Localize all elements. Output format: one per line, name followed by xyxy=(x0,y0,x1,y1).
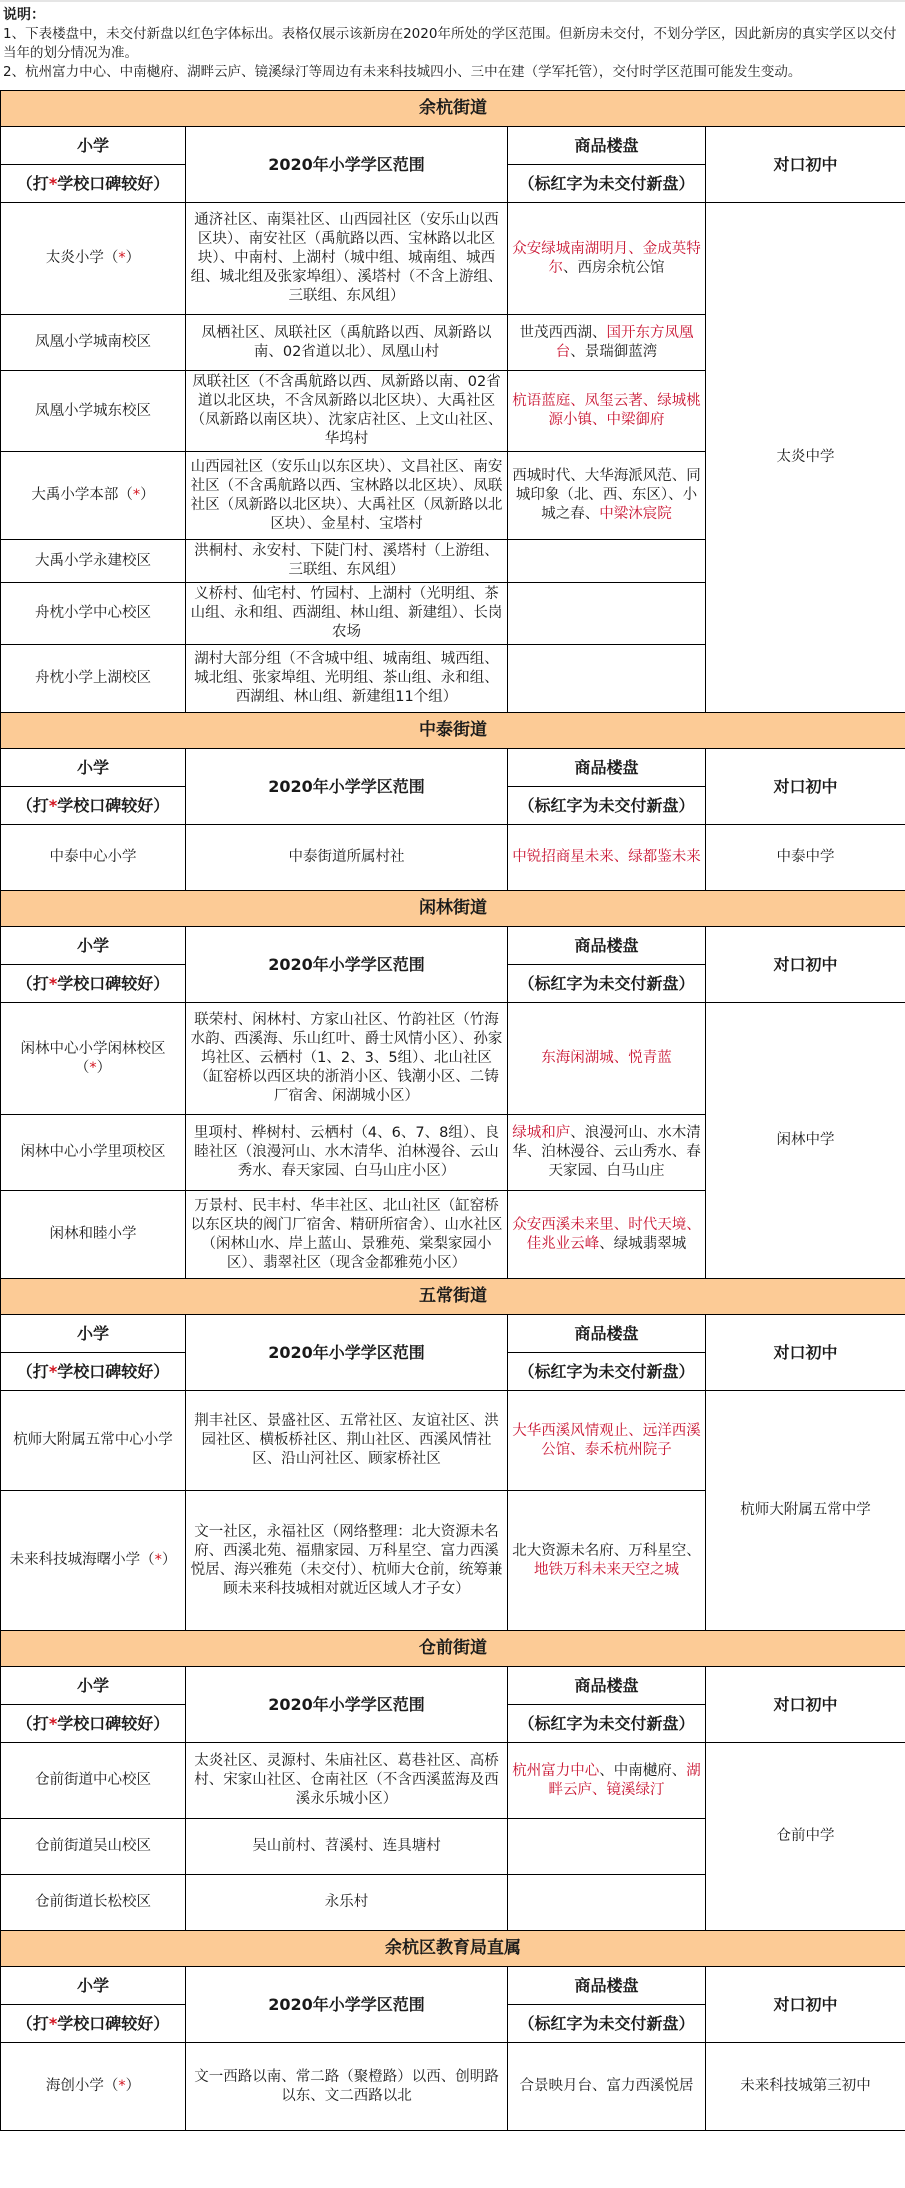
header-estates: 商品楼盘 xyxy=(508,749,706,787)
section-title: 仓前街道 xyxy=(1,1631,905,1667)
header-middle: 对口初中 xyxy=(706,1315,905,1391)
header-estates-note: （标红字为未交付新盘） xyxy=(508,1353,706,1391)
school-name: 仓前街道长松校区 xyxy=(1,1875,186,1931)
estates-list xyxy=(508,371,706,452)
notes-block xyxy=(0,0,905,90)
star-icon: * xyxy=(118,250,126,266)
header-range: 2020年小学学区范围 xyxy=(186,749,508,825)
estates-list xyxy=(508,1115,706,1191)
undelivered-estate: 中锐招商星未来、绿都鉴未来 xyxy=(512,849,701,865)
middle-school: 太炎中学 xyxy=(706,203,905,713)
middle-school: 仓前中学 xyxy=(706,1743,905,1931)
undelivered-estate: 绿城和庐 xyxy=(512,1125,571,1141)
undelivered-estate: 地铁万科未来天空之城 xyxy=(534,1561,679,1578)
estates-list xyxy=(508,1003,706,1115)
delivered-estate: 、绿城翡翠城 xyxy=(599,1235,687,1252)
section-row xyxy=(1,1631,905,1667)
header-row-1 xyxy=(1,749,905,787)
estates-list xyxy=(508,645,706,713)
header-estates-note: （标红字为未交付新盘） xyxy=(508,965,706,1003)
school-name: 凤凰小学城东校区 xyxy=(1,371,186,452)
header-school-note xyxy=(1,165,186,203)
school-name: 舟枕小学中心校区 xyxy=(1,583,186,645)
undelivered-estate: 大华西溪风情观止、远洋西溪公馆、泰禾杭州院子 xyxy=(512,1422,701,1458)
header-row-1 xyxy=(1,927,905,965)
star-icon: * xyxy=(132,487,141,503)
delivered-estate: 北大资源未名府、万科星空、 xyxy=(512,1542,701,1559)
header-estates-note: （标红字为未交付新盘） xyxy=(508,2005,706,2043)
header-middle: 对口初中 xyxy=(706,749,905,825)
middle-school: 闲林中学 xyxy=(706,1003,905,1279)
estates-list xyxy=(508,2043,706,2131)
district-range: 中泰街道所属村社 xyxy=(186,825,508,891)
header-school-note xyxy=(1,2005,186,2043)
reputation-star: （*） xyxy=(118,487,155,503)
school-name: 太炎小学（*） xyxy=(1,203,186,315)
delivered-estate: 、中南樾府、 xyxy=(599,1762,687,1779)
section-title: 余杭街道 xyxy=(1,91,905,127)
star-icon: * xyxy=(48,974,58,993)
table-row xyxy=(1,1003,905,1115)
school-district-table xyxy=(0,90,905,2131)
delivered-estate: 、景瑞御蓝湾 xyxy=(570,343,658,360)
school-name: 大禹小学永建校区 xyxy=(1,540,186,583)
district-range: 凤联社区（不含禹航路以西、凤新路以南、02省道以北区块，不含凤新路以北区块）、大禹社区（凤新路以南区块）、沈家店社区、上文山社区、华坞村 xyxy=(186,371,508,452)
note-suffix: 学校口碑较好） xyxy=(57,2014,170,2033)
header-range: 2020年小学学区范围 xyxy=(186,1967,508,2043)
header-school-note xyxy=(1,1353,186,1391)
estates-list xyxy=(508,1743,706,1819)
header-row-1 xyxy=(1,1967,905,2005)
school-name: 凤凰小学城南校区 xyxy=(1,315,186,371)
header-estates: 商品楼盘 xyxy=(508,1967,706,2005)
header-middle: 对口初中 xyxy=(706,127,905,203)
note-prefix: （打 xyxy=(16,796,49,815)
note-suffix: 学校口碑较好） xyxy=(57,974,170,993)
school-name: 舟枕小学上湖校区 xyxy=(1,645,186,713)
estates-list xyxy=(508,540,706,583)
header-estates-note: （标红字为未交付新盘） xyxy=(508,165,706,203)
note-suffix: 学校口碑较好） xyxy=(57,1714,170,1733)
undelivered-estate: 众安绿城南湖明月、金成英特尔 xyxy=(512,240,701,276)
middle-school: 杭师大附属五常中学 xyxy=(706,1391,905,1631)
table-row xyxy=(1,825,905,891)
district-range: 永乐村 xyxy=(186,1875,508,1931)
note-prefix: （打 xyxy=(16,974,49,993)
notes-title: 说明： xyxy=(3,7,45,23)
estates-list xyxy=(508,452,706,540)
header-estates-note: （标红字为未交付新盘） xyxy=(508,1705,706,1743)
district-range: 文一社区，永福社区（网络整理：北大资源未名府、西溪北苑、福鼎家园、万科星空、富力西溪悦居、海兴雅苑（未交付）、杭师大仓前，统筹兼顾未来科技城相对就近区域人才子女） xyxy=(186,1491,508,1631)
delivered-estate: 、西房余杭公馆 xyxy=(563,259,665,276)
note-suffix: 学校口碑较好） xyxy=(57,174,170,193)
district-range: 吴山前村、苕溪村、连具塘村 xyxy=(186,1819,508,1875)
note-suffix: 学校口碑较好） xyxy=(57,1362,170,1381)
table-row xyxy=(1,1743,905,1819)
school-name: 未来科技城海曙小学（*） xyxy=(1,1491,186,1631)
note-2: 2、杭州富力中心、中南樾府、湖畔云庐、镜溪绿汀等周边有未来科技城四小、三中在建（学军托管），交付时学区范围可能发生变动。 xyxy=(3,64,802,80)
estates-list xyxy=(508,1191,706,1279)
estates-list xyxy=(508,825,706,891)
note-1: 1、下表楼盘中，未交付新盘以红色字体标出。表格仅展示该新房在2020年所处的学区范围。但新房未交付，不划分学区，因此新房的真实学区以交付当年的划分情况为准。 xyxy=(3,26,897,61)
district-range: 联荣村、闲林村、方家山社区、竹韵社区（竹海水韵、西溪海、乐山红叶、爵士风情小区）、孙家坞社区、云栖村（1、2、3、5组）、北山社区（缸窑桥以西区块的浙消小区、钱潮小区、二铸厂宿舍、闲湖城小区） xyxy=(186,1003,508,1115)
estates-list xyxy=(508,1819,706,1875)
district-range: 山西园社区（安乐山以东区块）、文昌社区、南安社区（不含禹航路以西、宝林路以北区块）、凤联社区（凤新路以北区块）、大禹社区（凤新路以北区块）、金星村、宝塔村 xyxy=(186,452,508,540)
estates-list xyxy=(508,203,706,315)
header-middle: 对口初中 xyxy=(706,927,905,1003)
star-icon: * xyxy=(48,1362,58,1381)
district-range: 里项村、桦树村、云栖村（4、6、7、8组）、良睦社区（浪漫河山、水木清华、泊林漫谷、云山秀水、春天家园、白马山庄小区） xyxy=(186,1115,508,1191)
undelivered-estate: 国开东方凤凰台 xyxy=(555,324,694,360)
section-row xyxy=(1,1279,905,1315)
header-school: 小学 xyxy=(1,1967,186,2005)
header-range: 2020年小学学区范围 xyxy=(186,1315,508,1391)
estates-list xyxy=(508,583,706,645)
header-estates: 商品楼盘 xyxy=(508,927,706,965)
undelivered-estate: 众安西溪未来里、时代天境、佳兆业云峰 xyxy=(512,1216,701,1252)
estates-list xyxy=(508,1875,706,1931)
school-name: 海创小学（*） xyxy=(1,2043,186,2131)
header-school: 小学 xyxy=(1,927,186,965)
header-estates: 商品楼盘 xyxy=(508,127,706,165)
section-title: 中泰街道 xyxy=(1,713,905,749)
school-name: 闲林中心小学里项校区 xyxy=(1,1115,186,1191)
undelivered-estate: 杭语蓝庭、凤玺云著、绿城桃源小镇、中梁御府 xyxy=(512,393,701,428)
reputation-star: （*） xyxy=(103,2078,141,2094)
section-row xyxy=(1,91,905,127)
district-range: 太炎社区、灵源村、朱庙社区、葛巷社区、高桥村、宋家山社区、仓南社区（不含西溪蓝海及西溪永乐城小区） xyxy=(186,1743,508,1819)
undelivered-estate: 杭州富力中心 xyxy=(512,1762,600,1779)
note-prefix: （打 xyxy=(16,174,49,193)
district-range: 万景村、民丰村、华丰社区、北山社区（缸窑桥以东区块的阀门厂宿舍、精研所宿舍）、山水社区（闲林山水、岸上蓝山、景雅苑、棠梨家园小区）、翡翠社区（现含金都雅苑小区） xyxy=(186,1191,508,1279)
header-estates: 商品楼盘 xyxy=(508,1315,706,1353)
district-range: 义桥村、仙宅村、竹园村、上湖村（光明组、茶山组、永和组、西湖组、林山组、新建组）、长岗农场 xyxy=(186,583,508,645)
district-range: 湖村大部分组（不含城中组、城南组、城西组、城北组、张家埠组、光明组、茶山组、永和组、西湖组、林山组、新建组11个组） xyxy=(186,645,508,713)
header-school: 小学 xyxy=(1,127,186,165)
header-middle: 对口初中 xyxy=(706,1667,905,1743)
district-range: 凤栖社区、凤联社区（禹航路以西、凤新路以南、02省道以北）、凤凰山村 xyxy=(186,315,508,371)
star-icon: * xyxy=(154,1552,162,1568)
header-range: 2020年小学学区范围 xyxy=(186,1667,508,1743)
undelivered-estate: 湖畔云庐、镜溪绿汀 xyxy=(548,1762,701,1798)
school-name: 仓前街道吴山校区 xyxy=(1,1819,186,1875)
header-middle: 对口初中 xyxy=(706,1967,905,2043)
header-row-1 xyxy=(1,1667,905,1705)
reputation-star: （*） xyxy=(74,1059,112,1076)
section-row xyxy=(1,891,905,927)
star-icon: * xyxy=(48,1714,58,1733)
header-estates: 商品楼盘 xyxy=(508,1667,706,1705)
middle-school: 未来科技城第三初中 xyxy=(706,2043,905,2131)
delivered-estate: 、浪漫河山、水木清华、泊林漫谷、云山秀水、春天家园、白马山庄 xyxy=(512,1125,701,1179)
school-name: 大禹小学本部（*） xyxy=(1,452,186,540)
header-school: 小学 xyxy=(1,1667,186,1705)
note-prefix: （打 xyxy=(16,2014,49,2033)
header-row-1 xyxy=(1,1315,905,1353)
section-row xyxy=(1,713,905,749)
district-range: 通济社区、南渠社区、山西园社区（安乐山以西区块）、南安社区（禹航路以西、宝林路以北区块）、中南村、上湖村（城中组、城南组、城西组、城北组及张家埠组）、溪塔村（不含上游组、三联组、东风组） xyxy=(186,203,508,315)
undelivered-estate: 中梁沐宸院 xyxy=(599,506,672,522)
delivered-estate: 合景映月台、富力西溪悦居 xyxy=(519,2078,694,2094)
delivered-estate: 西城时代、大华海派风范、同城印象（北、西、东区）、小城之春、 xyxy=(512,468,701,522)
header-school-note xyxy=(1,1705,186,1743)
note-prefix: （打 xyxy=(16,1362,49,1381)
district-range: 文一西路以南、常二路（聚橙路）以西、创明路以东、文二西路以北 xyxy=(186,2043,508,2131)
middle-school: 中泰中学 xyxy=(706,825,905,891)
school-name: 闲林和睦小学 xyxy=(1,1191,186,1279)
school-name: 中泰中心小学 xyxy=(1,825,186,891)
district-range: 洪桐村、永安村、下陡门村、溪塔村（上游组、三联组、东风组） xyxy=(186,540,508,583)
star-icon: * xyxy=(48,174,58,193)
note-suffix: 学校口碑较好） xyxy=(57,796,170,815)
undelivered-estate: 东海闲湖城、悦青蓝 xyxy=(541,1050,672,1066)
reputation-star: （*） xyxy=(103,250,141,266)
header-school: 小学 xyxy=(1,749,186,787)
header-range: 2020年小学学区范围 xyxy=(186,927,508,1003)
header-school: 小学 xyxy=(1,1315,186,1353)
header-row-1 xyxy=(1,127,905,165)
header-school-note xyxy=(1,965,186,1003)
star-icon: * xyxy=(48,2014,58,2033)
header-range: 2020年小学学区范围 xyxy=(186,127,508,203)
school-name: 仓前街道中心校区 xyxy=(1,1743,186,1819)
estates-list xyxy=(508,1391,706,1491)
delivered-estate: 世茂西西湖、 xyxy=(519,324,607,341)
header-estates-note: （标红字为未交付新盘） xyxy=(508,787,706,825)
star-icon: * xyxy=(89,1059,97,1076)
section-row xyxy=(1,1931,905,1967)
section-title: 五常街道 xyxy=(1,1279,905,1315)
reputation-star: （*） xyxy=(140,1552,177,1568)
table-row xyxy=(1,1391,905,1491)
table-row xyxy=(1,203,905,315)
estates-list xyxy=(508,1491,706,1631)
note-prefix: （打 xyxy=(16,1714,49,1733)
header-school-note xyxy=(1,787,186,825)
table-row xyxy=(1,2043,905,2131)
school-name: 杭师大附属五常中心小学 xyxy=(1,1391,186,1491)
district-range: 荆丰社区、景盛社区、五常社区、友谊社区、洪园社区、横板桥社区、荆山社区、西溪风情社区、沿山河社区、顾家桥社区 xyxy=(186,1391,508,1491)
school-name: 闲林中心小学闲林校区（*） xyxy=(1,1003,186,1115)
star-icon: * xyxy=(118,2078,126,2094)
section-title: 闲林街道 xyxy=(1,891,905,927)
estates-list xyxy=(508,315,706,371)
star-icon: * xyxy=(48,796,58,815)
section-title: 余杭区教育局直属 xyxy=(1,1931,905,1967)
